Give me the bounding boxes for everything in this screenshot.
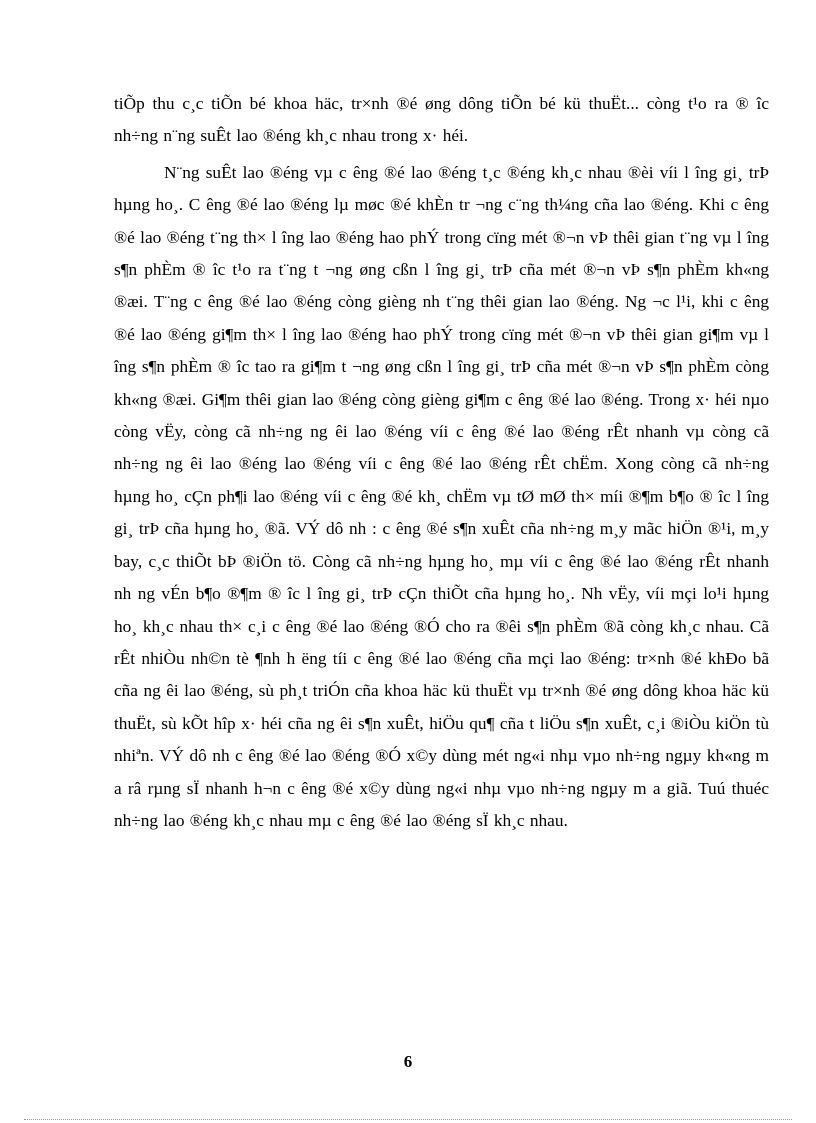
paragraph-labor-intensity: N¨ng suÊt lao ®éng vµ c êng ®é lao ®éng t¸c ®éng kh¸c nhau ®èi víi l îng gi¸ trÞ hµng ho¸. C êng ®é lao ®éng lµ møc ®é khÈn tr ¬ng c¨ng th¼ng cña lao ®éng. Khi c êng ®é lao ®éng t¨ng th× l îng lao ®éng hao phÝ trong cïng mét ®¬n vÞ thêi gian t¨ng vµ l îng s¶n phÈm ® îc t¹o ra t¨ng t ¬ng øng cßn l îng gi¸ trÞ cña mét ®¬n vÞ s¶n phÈm kh«ng ®æi. T¨ng c êng ®é lao ®éng còng gièng nh t¨ng thêi gian lao ®éng. Ng ¬c l¹i, khi c êng ®é lao ®éng gi¶m th× l îng lao ®éng hao phÝ trong cïng mét ®¬n vÞ thêi gian gi¶m vµ l îng s¶n phÈm ® îc tao ra gi¶m t ¬ng øng cßn l îng gi¸ trÞ cña mét ®¬n vÞ s¶n phÈm còng kh«ng ®æi. Gi¶m thêi gian lao ®éng còng gièng gi¶m c êng ®é lao ®éng. Trong x· héi nµo còng vËy, còng cã nh÷ng ng êi lao ®éng víi c êng ®é lao ®éng rÊt nhanh vµ còng cã nh÷ng ng êi lao ®éng lao ®éng víi c êng ®é lao ®éng rÊt chËm. Xong còng cã nh÷ng hµng ho¸ cÇn ph¶i lao ®éng víi c êng ®é kh¸ chËm vµ tØ mØ th× míi ®¶m b¶o ® îc l îng gi¸ trÞ cña hµng ho¸ ®ã. VÝ dô nh : c êng ®é s¶n xuÊt cña nh÷ng m¸y mãc hiÖn ®¹i, m¸y bay, c¸c thiÕt bÞ ®iÖn tö. Còng cã nh÷ng hµng ho¸ mµ víi c êng ®é lao ®éng rÊt nhanh nh ng vÉn b¶o ®¶m ® îc l îng gi¸ trÞ cÇn thiÕt cña hµng ho¸. Nh vËy, víi mçi lo¹i hµng ho¸ kh¸c nhau th× c¸i c êng ®é lao ®éng ®Ó cho ra ®êi s¶n phÈm ®ã còng kh¸c nhau. Cã rÊt nhiÒu nh©n tè ¶nh h ëng tíi c êng ®é lao ®éng cña mçi lao ®éng: tr×nh ®é khÐo bã cña ng êi lao ®éng, sù ph¸t triÓn cña khoa häc kü thuËt vµ tr×nh ®é øng dông khoa häc kü thuËt, sù kÕt hîp x· héi cña ng êi s¶n xuÊt, hiÖu qu¶ cña t liÖu s¶n xuÊt, c¸i ®iÒu kiÖn tù nhiªn. VÝ dô nh c êng ®é lao ®éng ®Ó x©y dùng mét ng«i nhµ vµo nh÷ng ngµy kh«ng m a râ rµng sÏ nhanh h¬n c êng ®é x©y dùng ng«i nhµ vµo nh÷ng ngµy m a giã. Tuú thuéc nh÷ng lao ®éng kh¸c nhau mµ c êng ®é lao ®éng sÏ kh¸c nhau. <box>114 162 769 830</box>
page-number: 6 <box>403 1052 413 1071</box>
body-text <box>114 88 769 837</box>
paragraph-continuation: tiÕp thu c¸c tiÕn bé khoa häc, tr×nh ®é øng dông tiÕn bé kü thuËt... còng t¹o ra ® îc nh÷ng n¨ng suÊt lao ®éng kh¸c nhau trong x· héi. <box>114 94 769 146</box>
page-bottom-divider <box>24 1119 792 1120</box>
